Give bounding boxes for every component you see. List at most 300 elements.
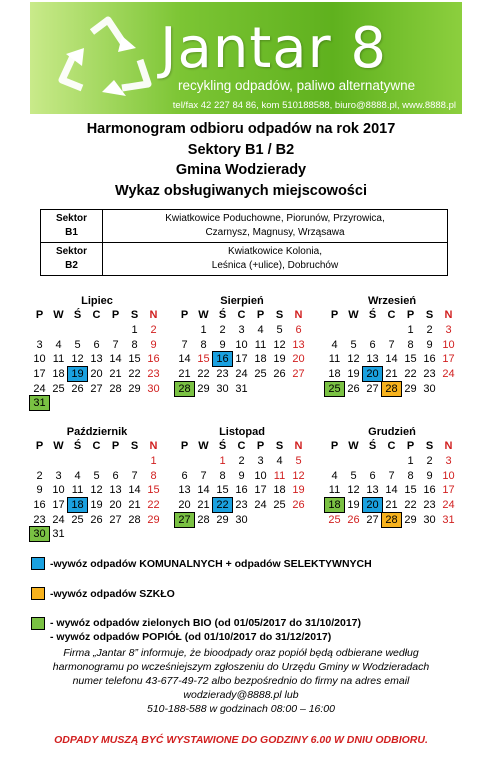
weekday-header <box>175 308 309 323</box>
week-row <box>325 454 459 469</box>
empty-day <box>363 323 382 337</box>
weekday-label: S <box>130 440 139 453</box>
calendar-day: 11 <box>52 353 65 366</box>
weekday-label: P <box>330 309 339 322</box>
calendar-day: 4 <box>331 338 338 351</box>
calendar-day: 11 <box>71 484 84 497</box>
calendar-day: 23 <box>147 368 160 381</box>
calendar-day: 4 <box>74 469 81 482</box>
empty-day <box>30 323 49 337</box>
legend-text-bio: - wywóz odpadów zielonych BIO (od 01/05/2017 do 31/10/2017) <box>50 617 362 629</box>
calendar-day: 19 <box>347 368 360 381</box>
calendar-day: 1 <box>131 324 138 337</box>
week-row <box>30 323 164 338</box>
calendar-day: 19 <box>273 353 286 366</box>
week-row <box>30 396 164 411</box>
calendar-day: 23 <box>216 368 229 381</box>
calendar-day: 16 <box>423 353 436 366</box>
calendar-day: 19 <box>347 499 360 512</box>
calendar-day: 2 <box>426 455 433 468</box>
calendar-day: 10 <box>52 484 65 497</box>
weekday-label: C <box>387 309 396 322</box>
empty-day <box>194 454 213 468</box>
calendar-day: 10 <box>442 338 455 351</box>
calendar-day: 27 <box>366 513 379 526</box>
calendar-day: 29 <box>216 513 229 526</box>
sectors-table <box>40 209 448 276</box>
week-row <box>325 337 459 352</box>
weekday-label: C <box>237 309 246 322</box>
empty-day <box>175 323 194 337</box>
calendar-month <box>325 425 459 527</box>
calendar-day: 9 <box>238 469 245 482</box>
calendar-day: 7 <box>200 469 207 482</box>
week-row <box>175 352 309 367</box>
weekday-label: N <box>294 309 303 322</box>
calendar-day: 23 <box>423 368 436 381</box>
sector-places: Kwiatkowice Kolonia, Leśnica (+ulice), Dobruchów <box>103 243 448 276</box>
weekday-label: P <box>111 309 120 322</box>
weekday-header <box>175 439 309 454</box>
calendar-day: 8 <box>407 338 414 351</box>
weekday-label: W <box>198 309 209 322</box>
pickup-day: 18 <box>68 498 87 512</box>
week-row <box>175 454 309 469</box>
empty-day <box>382 323 401 337</box>
calendar-day: 9 <box>426 469 433 482</box>
schedule-title: Harmonogram odbioru odpadów na rok 2017 <box>86 121 396 137</box>
weekday-label: P <box>35 440 44 453</box>
calendar-day: 17 <box>254 484 267 497</box>
calendar-day: 5 <box>74 338 81 351</box>
calendar-day: 26 <box>292 499 305 512</box>
week-row <box>30 367 164 382</box>
calendar-day: 22 <box>147 499 160 512</box>
calendar-day: 1 <box>150 455 157 468</box>
calendar-day: 21 <box>385 499 398 512</box>
calendar-day: 31 <box>235 382 248 395</box>
calendar-day: 2 <box>36 469 43 482</box>
weekday-label: S <box>275 309 284 322</box>
week-row <box>30 454 164 469</box>
company-banner <box>30 2 462 114</box>
calendar-day: 21 <box>109 368 122 381</box>
empty-day <box>175 454 194 468</box>
week-row <box>175 468 309 483</box>
sector-places: Kwiatkowice Poduchowne, Piorunów, Przyrowica, Czarnysz, Magnusy, Wrząsawa <box>103 210 448 243</box>
calendar-day: 13 <box>292 338 305 351</box>
calendar-day: 15 <box>404 353 417 366</box>
calendar-day: 3 <box>257 455 264 468</box>
empty-day <box>87 454 106 468</box>
week-row <box>30 498 164 513</box>
calendar-day: 5 <box>276 324 283 337</box>
weekday-label: P <box>330 440 339 453</box>
week-row <box>175 512 309 527</box>
calendar-day: 10 <box>235 338 248 351</box>
weekday-label: S <box>425 440 434 453</box>
calendar-day: 25 <box>273 499 286 512</box>
calendar-day: 28 <box>109 382 122 395</box>
week-row <box>175 381 309 396</box>
calendar-month <box>175 425 309 527</box>
week-row <box>175 337 309 352</box>
calendar-day: 1 <box>407 324 414 337</box>
week-row <box>30 381 164 396</box>
calendar-day: 29 <box>147 513 160 526</box>
calendar-day: 31 <box>442 513 455 526</box>
calendar-day: 30 <box>147 382 160 395</box>
pickup-day: 20 <box>363 498 382 512</box>
calendar-day: 3 <box>445 324 452 337</box>
calendar-day: 24 <box>442 368 455 381</box>
calendar-day: 31 <box>52 528 65 541</box>
week-row <box>30 483 164 498</box>
calendar-day: 6 <box>295 324 302 337</box>
week-row <box>325 498 459 513</box>
calendar-day: 27 <box>109 513 122 526</box>
weekday-header <box>30 439 164 454</box>
calendar-day: 16 <box>147 353 160 366</box>
week-row <box>30 468 164 483</box>
empty-day <box>325 454 344 468</box>
week-row <box>325 352 459 367</box>
calendar-day: 6 <box>93 338 100 351</box>
legend-swatch-blue <box>31 557 45 570</box>
calendar-day: 29 <box>197 382 210 395</box>
empty-day <box>68 323 87 337</box>
calendar-day: 26 <box>90 513 103 526</box>
brand-name: Jantar 8 <box>160 16 388 81</box>
weekday-label: Ś <box>218 309 227 322</box>
calendar-day: 10 <box>254 469 267 482</box>
calendar-day: 20 <box>292 353 305 366</box>
calendar-day: 7 <box>388 338 395 351</box>
calendar-day: 20 <box>90 368 103 381</box>
municipality-title: Gmina Wodzierady <box>175 162 307 178</box>
table-row <box>41 243 448 276</box>
week-row <box>175 483 309 498</box>
calendar-day: 17 <box>442 353 455 366</box>
weekday-label: S <box>275 440 284 453</box>
calendar-day: 24 <box>254 499 267 512</box>
calendar-day: 9 <box>426 338 433 351</box>
calendar-day: 30 <box>423 513 436 526</box>
calendar-day: 24 <box>442 499 455 512</box>
weekday-label: S <box>130 309 139 322</box>
note-line: 510-188-588 w godzinach 08:00 – 16:00 <box>147 703 335 715</box>
pickup-day: 27 <box>175 513 194 527</box>
calendar-day: 22 <box>128 368 141 381</box>
month-title: Wrzesień <box>367 295 417 307</box>
calendar-day: 14 <box>385 484 398 497</box>
calendar-day: 11 <box>328 353 341 366</box>
week-row <box>30 352 164 367</box>
calendar-day: 12 <box>347 353 360 366</box>
calendar-day: 25 <box>328 513 341 526</box>
calendar-day: 20 <box>109 499 122 512</box>
calendar-day: 10 <box>442 469 455 482</box>
empty-day <box>68 454 87 468</box>
calendar-day: 3 <box>55 469 62 482</box>
recycling-arrows-icon <box>52 14 162 106</box>
note-line: harmonogramu po wcześniejszym zgłoszeniu do Urzędu Gminy w Wodzieradach <box>52 661 430 673</box>
calendar-day: 8 <box>131 338 138 351</box>
calendar-day: 21 <box>197 499 210 512</box>
note-line: wodzierady@8888.pl lub <box>183 689 299 701</box>
calendar-day: 1 <box>407 455 414 468</box>
note-line: numer telefonu 43-677-49-72 albo bezpośrednio do firmy na adres email <box>72 675 410 687</box>
sector-code: Sektor B1 <box>41 210 103 243</box>
calendar-day: 13 <box>109 484 122 497</box>
calendar-day: 28 <box>128 513 141 526</box>
calendar-day: 6 <box>112 469 119 482</box>
weekday-label: P <box>256 309 265 322</box>
pickup-day: 19 <box>68 367 87 381</box>
calendar-day: 26 <box>347 513 360 526</box>
month-title: Grudzień <box>368 426 416 438</box>
sector-code: Sektor B2 <box>41 243 103 276</box>
calendar-day: 19 <box>90 499 103 512</box>
calendar-day: 3 <box>445 455 452 468</box>
week-row <box>30 337 164 352</box>
week-row <box>175 323 309 338</box>
calendar-day: 19 <box>292 484 305 497</box>
weekday-label: S <box>425 309 434 322</box>
weekday-label: N <box>149 309 158 322</box>
weekday-label: P <box>256 440 265 453</box>
calendar-day: 13 <box>366 484 379 497</box>
week-row <box>325 323 459 338</box>
week-row <box>175 367 309 382</box>
calendar-day: 4 <box>257 324 264 337</box>
calendar-day: 23 <box>235 499 248 512</box>
calendar-day: 25 <box>71 513 84 526</box>
calendar-day: 2 <box>150 324 157 337</box>
empty-day <box>125 454 144 468</box>
calendar-day: 29 <box>404 513 417 526</box>
calendar-day: 15 <box>197 353 210 366</box>
calendar-day: 11 <box>328 484 341 497</box>
sectors-title: Sektory B1 / B2 <box>187 142 295 158</box>
calendar-day: 7 <box>131 469 138 482</box>
weekday-label: W <box>53 440 64 453</box>
empty-day <box>382 454 401 468</box>
calendar-day: 29 <box>404 382 417 395</box>
calendar-day: 23 <box>423 499 436 512</box>
calendar-day: 26 <box>71 382 84 395</box>
calendar-day: 15 <box>128 353 141 366</box>
weekday-label: N <box>294 440 303 453</box>
weekday-label: P <box>35 309 44 322</box>
calendar-day: 21 <box>178 368 191 381</box>
calendar-day: 5 <box>93 469 100 482</box>
weekday-label: Ś <box>368 309 377 322</box>
week-row <box>325 468 459 483</box>
calendar-day: 9 <box>36 484 43 497</box>
weekday-label: W <box>198 440 209 453</box>
calendar-day: 14 <box>385 353 398 366</box>
calendar-day: 17 <box>33 368 46 381</box>
tagline: recykling odpadów, paliwo alternatywne <box>178 78 416 93</box>
month-title: Lipiec <box>81 295 113 307</box>
weekday-label: C <box>237 440 246 453</box>
weekday-header <box>325 439 459 454</box>
calendar-day: 27 <box>366 382 379 395</box>
calendar-day: 26 <box>347 382 360 395</box>
empty-day <box>363 454 382 468</box>
week-row <box>325 483 459 498</box>
calendar-day: 16 <box>33 499 46 512</box>
empty-day <box>49 454 68 468</box>
weekday-label: W <box>348 309 359 322</box>
calendar-day: 25 <box>254 368 267 381</box>
table-row <box>41 210 448 243</box>
pickup-day: 16 <box>213 352 232 366</box>
calendar-day: 15 <box>216 484 229 497</box>
calendar-day: 8 <box>150 469 157 482</box>
weekday-label: P <box>406 440 415 453</box>
calendar-day: 13 <box>366 353 379 366</box>
contact-line: tel/fax 42 227 84 86, kom 510188588, biuro@8888.pl, www.8888.pl <box>172 100 456 111</box>
weekday-header <box>30 308 164 323</box>
legend-swatch-green <box>31 617 45 630</box>
calendar-day: 24 <box>33 382 46 395</box>
calendar-day: 21 <box>385 368 398 381</box>
calendar-day: 10 <box>33 353 46 366</box>
month-title: Sierpień <box>220 295 264 307</box>
calendar-day: 3 <box>36 338 43 351</box>
month-title: Listopad <box>219 426 265 438</box>
weekday-label: N <box>444 309 453 322</box>
calendar-day: 14 <box>128 484 141 497</box>
calendar-day: 5 <box>350 338 357 351</box>
calendar-day: 9 <box>150 338 157 351</box>
pickup-day: 28 <box>175 382 194 396</box>
calendar-day: 5 <box>295 455 302 468</box>
calendar-month <box>30 425 164 542</box>
weekday-label: W <box>348 440 359 453</box>
legend-text-glass: -wywóz odpadów SZKŁO <box>50 588 175 600</box>
calendar-day: 13 <box>178 484 191 497</box>
calendar-day: 5 <box>350 469 357 482</box>
calendar-day: 9 <box>219 338 226 351</box>
calendar-day: 18 <box>52 368 65 381</box>
pickup-day: 28 <box>382 513 401 527</box>
calendar-day: 30 <box>423 382 436 395</box>
calendar-day: 8 <box>219 469 226 482</box>
weekday-label: Ś <box>218 440 227 453</box>
empty-day <box>106 454 125 468</box>
calendar-day: 17 <box>442 484 455 497</box>
weekday-label: P <box>180 440 189 453</box>
calendar-day: 12 <box>273 338 286 351</box>
pickup-warning: ODPADY MUSZĄ BYĆ WYSTAWIONE DO GODZINY 6.00 W DNIU ODBIORU. <box>54 734 428 746</box>
pickup-day: 18 <box>325 498 344 512</box>
week-row <box>30 527 164 542</box>
weekday-label: W <box>53 309 64 322</box>
calendar-day: 14 <box>197 484 210 497</box>
calendar-day: 1 <box>219 455 226 468</box>
empty-day <box>87 323 106 337</box>
weekday-label: C <box>92 440 101 453</box>
calendar-day: 6 <box>181 469 188 482</box>
calendar-day: 16 <box>423 484 436 497</box>
pickup-day: 20 <box>363 367 382 381</box>
calendar-day: 2 <box>426 324 433 337</box>
empty-day <box>325 323 344 337</box>
pickup-day: 30 <box>30 527 49 541</box>
note-line: Firma „Jantar 8” informuje, że bioodpady oraz popiół będą odbierane według <box>63 647 419 659</box>
weekday-label: P <box>111 440 120 453</box>
calendar-day: 8 <box>407 469 414 482</box>
calendar-day: 2 <box>219 324 226 337</box>
week-row <box>325 381 459 396</box>
calendar-day: 11 <box>273 469 286 482</box>
weekday-label: N <box>444 440 453 453</box>
calendar-day: 6 <box>369 469 376 482</box>
calendar-day: 14 <box>178 353 191 366</box>
weekday-label: C <box>387 440 396 453</box>
calendar-day: 12 <box>292 469 305 482</box>
calendar-day: 23 <box>33 513 46 526</box>
calendar-day: 1 <box>200 324 207 337</box>
week-row <box>175 498 309 513</box>
pickup-day: 28 <box>382 382 401 396</box>
calendar-day: 7 <box>181 338 188 351</box>
calendar-day: 12 <box>71 353 84 366</box>
calendar-day: 18 <box>273 484 286 497</box>
calendar-day: 22 <box>404 368 417 381</box>
calendar-month <box>325 294 459 396</box>
weekday-label: P <box>180 309 189 322</box>
calendar-day: 30 <box>216 382 229 395</box>
calendar-day: 4 <box>331 469 338 482</box>
weekday-label: Ś <box>73 440 82 453</box>
week-row <box>30 512 164 527</box>
calendar-day: 22 <box>197 368 210 381</box>
week-row <box>325 512 459 527</box>
weekday-label: C <box>92 309 101 322</box>
calendar-day: 14 <box>109 353 122 366</box>
legend-text-ash: - wywóz odpadów POPIÓŁ (od 01/10/2017 do 31/12/2017) <box>50 631 332 643</box>
calendar-day: 2 <box>238 455 245 468</box>
empty-day <box>344 454 363 468</box>
weekday-label: N <box>149 440 158 453</box>
calendar-day: 12 <box>90 484 103 497</box>
week-row <box>325 367 459 382</box>
pickup-day: 22 <box>213 498 232 512</box>
legend-text-communal: -wywóz odpadów KOMUNALNYCH + odpadów SELEKTYWNYCH <box>50 558 372 570</box>
calendar-day: 11 <box>254 338 267 351</box>
calendar-day: 12 <box>347 484 360 497</box>
calendar-day: 15 <box>147 484 160 497</box>
empty-day <box>344 323 363 337</box>
calendar-day: 17 <box>52 499 65 512</box>
calendar-day: 29 <box>128 382 141 395</box>
empty-day <box>30 454 49 468</box>
month-title: Październik <box>66 426 128 438</box>
calendar-day: 18 <box>328 368 341 381</box>
calendar-day: 26 <box>273 368 286 381</box>
calendar-day: 18 <box>254 353 267 366</box>
weekday-label: Ś <box>73 309 82 322</box>
calendar-day: 4 <box>55 338 62 351</box>
pickup-day: 31 <box>30 396 49 410</box>
empty-day <box>106 323 125 337</box>
calendar-day: 20 <box>178 499 191 512</box>
calendar-day: 21 <box>128 499 141 512</box>
